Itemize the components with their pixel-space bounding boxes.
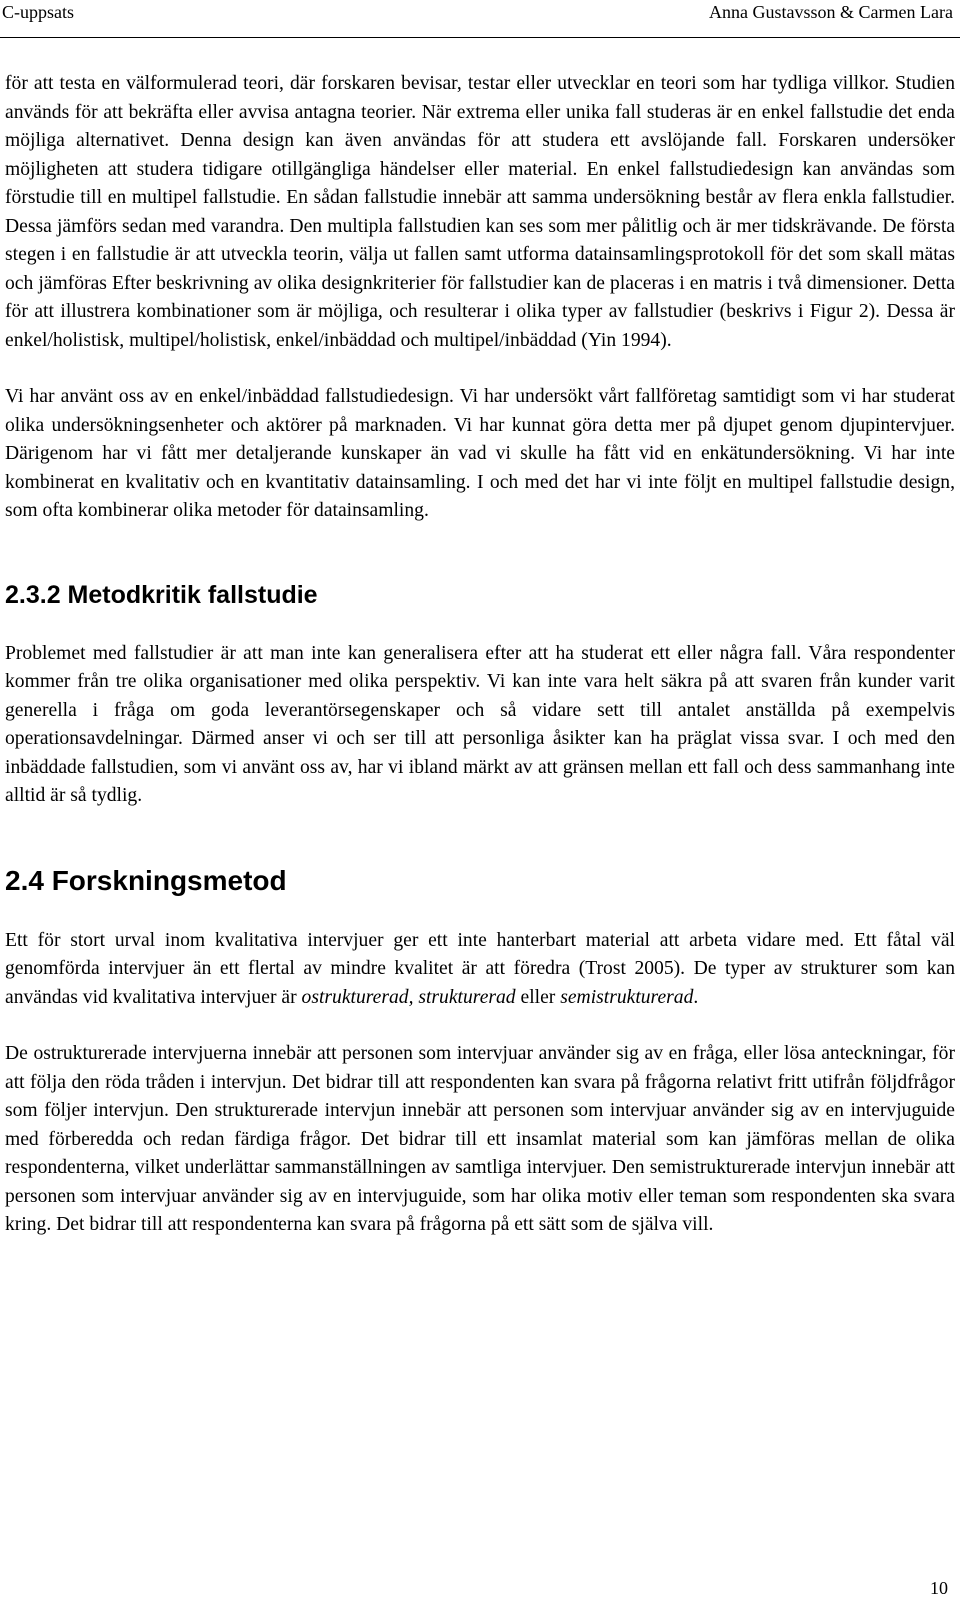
paragraph-our-design: Vi har använt oss av en enkel/inbäddad fallstudiedesign. Vi har undersökt vårt fallföretag samtidigt som vi har studerat olika undersökningsenheter och aktörer på marknaden. Vi har kunnat göra detta mer på djupet genom djupintervjuer. Därigenom har vi fått mer detaljerande kunskaper än vad vi skulle ha fått vid en enkätundersökning. Vi har inte kombinerat en kvalitativ och en kvantitativ datainsamling. I och med det har vi inte följt en multipel fallstudie design, som ofta kombinerar olika metoder för datainsamling. — [5, 386, 955, 521]
text-run: Ett för stort urval inom kvalitativa intervjuer ger ett inte hanterbart material att arbeta vidare med. Ett fåtal väl genomförda intervjuer än ett flertal av mindre kvalitet är att föredra (Trost 2005). De typer av strukturer som kan användas vid kvalitativa intervjuer är — [5, 929, 955, 1008]
section-heading-forskningsmetod: 2.4 Forskningsmetod — [5, 864, 287, 896]
header-divider — [0, 37, 960, 38]
page-header — [0, 0, 960, 28]
paragraph-interview-structures — [5, 927, 955, 1013]
text-run: eller — [515, 986, 561, 1008]
paragraph-metodkritik: Problemet med fallstudier är att man inte kan generalisera efter att ha studerat ett eller några fall. Våra respondenter kommer från tre olika organisationer med olika perspektiv. Vi kan inte vara helt säkra på att svaren från kunder varit generella i fråga om goda leverantörsegenskaper och så vidare sett till antalet anställda på exempelvis operationsavdelningar. Därmed anser vi och ser till att personliga åsikter kan ha präglat vissa svar. I och med den inbäddade fallstudien, som vi använt oss av, har vi ibland märkt av att gränsen mellan ett fall och dess sammanhang inte alltid är så tydlig. — [5, 642, 955, 806]
italic-term: semistrukturerad — [560, 986, 694, 1008]
document-body — [5, 70, 955, 1240]
header-title: C-uppsats — [2, 2, 74, 22]
paragraph-case-study-design: för att testa en välformulerad teori, där forskaren bevisar, testar eller utvecklar en teori som har tydliga villkor. Studien används för att bekräfta eller avvisa antagna teorier. När extrema eller unika fall studeras är en enkel fallstudie det enda möjliga alternativet. Denna design kan även användas för att studera ett avslöjande fall. Forskaren undersöker möjligheten att studera tidigare otillgängliga händelser eller material. En enkel fallstudiedesign kan användas som förstudie till en multipel fallstudie. En sådan fallstudie innebär att samma undersökning består av flera enkla fallstudier. Dessa jämförs sedan med varandra. Den multipla fallstudien kan ses som mer pålitlig och är mer tidskrävande. De första stegen i en fallstudie är att utveckla teorin, välja ut fallen samt utforma datainsamlingsprotokoll för det som skall mätas och jämföras Efter beskrivning av olika designkriterier för fallstudier kan de placeras i en matris i två dimensioner. Detta för att illustrera kombinationer som är möjliga, och resulterar i olika typer av fallstudier (beskrivs i Figur 2). Dessa är enkel/holistisk, multipel/holistisk, enkel/inbäddad och multipel/inbäddad (Yin 1994). — [5, 73, 955, 351]
section-heading-metodkritik: 2.3.2 Metodkritik fallstudie — [5, 580, 318, 609]
header-authors: Anna Gustavsson & Carmen Lara — [709, 2, 953, 22]
text-run: . — [693, 986, 699, 1008]
page-number: 10 — [930, 1578, 948, 1598]
italic-term: ostrukturerad, strukturerad — [301, 986, 516, 1008]
paragraph-interview-types: De ostrukturerade intervjuerna innebär att personen som intervjuar använder sig av en fråga, eller lösa anteckningar, för att följa den röda tråden i intervjun. Det bidrar till att respondenten kan svara på frågorna relativt fritt utifrån följdfrågor som följer intervjun. Den strukturerade intervjun innebär att personen som intervjuar använder sig av en intervjuguide med förberedda och redan färdiga frågor. Det bidrar till ett insamlat material som kan jämföras mellan de olika respondenterna, vilket underlättar sammanställningen av samtliga intervjuer. Den semistrukturerade intervjun innebär att personen som intervjuar använder sig av en intervjuguide, som har olika motiv eller teman som respondenten ska svara kring. Det bidrar till att respondenterna kan svara på frågorna på ett sätt som de själva vill. — [5, 1043, 955, 1235]
